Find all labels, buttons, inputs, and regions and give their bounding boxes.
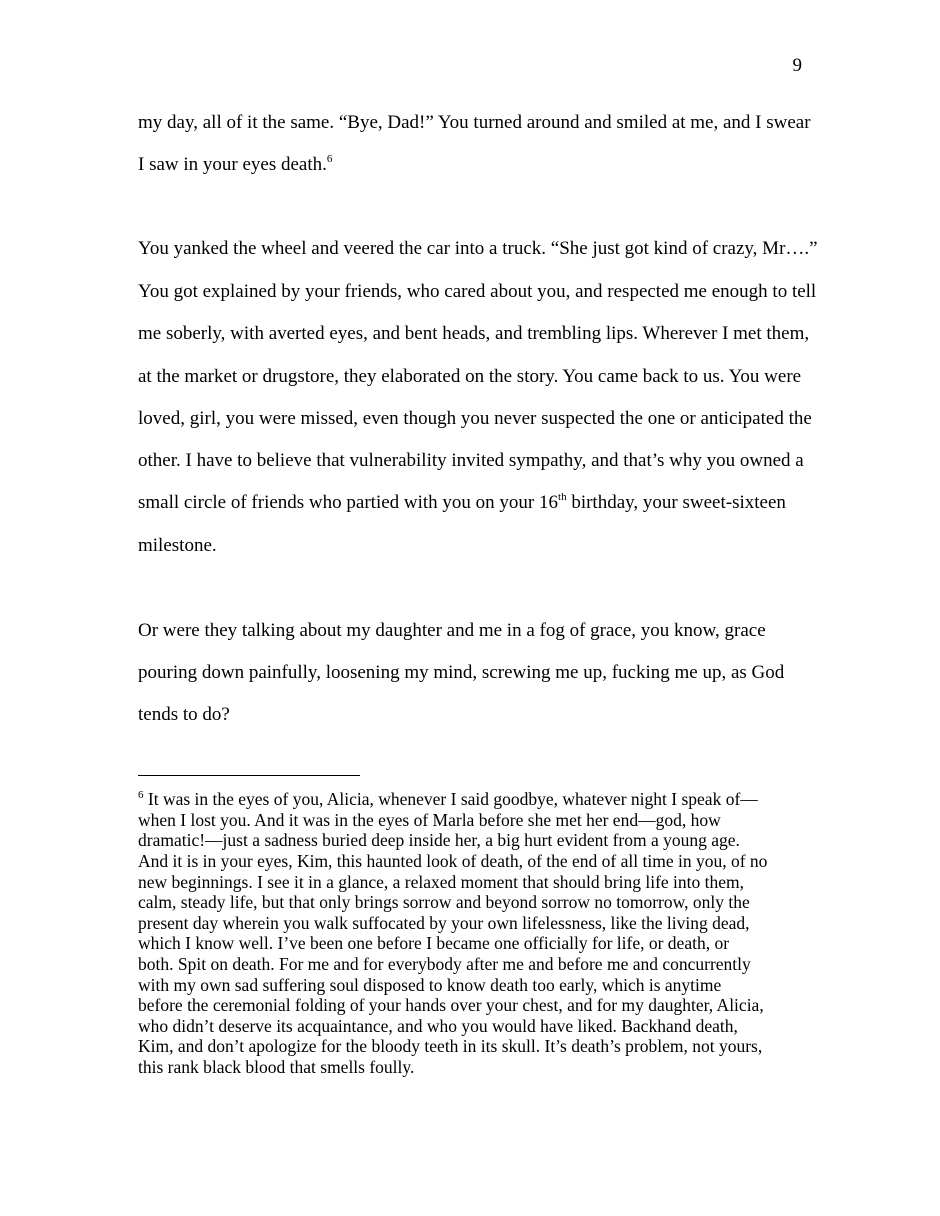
footnote-line: which I know well. I’ve been one before I became one officially for life, or death, or xyxy=(138,933,730,953)
footnote-line: Kim, and don’t apologize for the bloody teeth in its skull. It’s death’s problem, not yours, xyxy=(138,1036,763,1056)
footnote-line: with my own sad suffering soul disposed to know death too early, which is anytime xyxy=(138,975,722,995)
footnote-line: who didn’t deserve its acquaintance, and who you would have liked. Backhand death, xyxy=(138,1016,738,1036)
footnote-text: It was in the eyes of you, Alicia, whenever I said goodbye, whatever night I speak of— xyxy=(143,789,758,809)
footnote-line: both. Spit on death. For me and for everybody after me and before me and concurrently xyxy=(138,954,751,974)
body-text-line xyxy=(138,153,332,177)
footnote-separator xyxy=(138,775,360,776)
footnote-line xyxy=(138,789,758,809)
body-text-line: tends to do? xyxy=(138,704,230,725)
ordinal-suffix: th xyxy=(558,491,567,503)
body-text: I saw in your eyes death. xyxy=(138,154,327,175)
footnote-reference: 6 xyxy=(326,153,333,165)
page-number: 9 xyxy=(792,55,802,76)
footnote-line: dramatic!—just a sadness buried deep inside her, a big hurt evident from a young age. xyxy=(138,830,740,850)
body-text: birthday, your sweet-sixteen xyxy=(566,492,786,513)
footnote-line: calm, steady life, but that only brings sorrow and beyond sorrow no tomorrow, only the xyxy=(138,892,750,912)
body-text-line: loved, girl, you were missed, even though you never suspected the one or anticipated the xyxy=(138,408,812,429)
footnote-line: new beginnings. I see it in a glance, a relaxed moment that should bring life into them, xyxy=(138,872,745,892)
body-text-line: me soberly, with averted eyes, and bent heads, and trembling lips. Wherever I met them, xyxy=(138,323,810,344)
footnote-line: present day wherein you walk suffocated by your own lifelessness, like the living dead, xyxy=(138,913,750,933)
body-text-line: other. I have to believe that vulnerability invited sympathy, and that’s why you owned a xyxy=(138,450,804,471)
body-text-line: my day, all of it the same. “Bye, Dad!” You turned around and smiled at me, and I swear xyxy=(138,112,811,133)
footnote-line: when I lost you. And it was in the eyes of Marla before she met her end—god, how xyxy=(138,810,721,830)
body-text-line: You got explained by your friends, who cared about you, and respected me enough to tell xyxy=(138,281,817,302)
body-text: small circle of friends who partied with you on your 16 xyxy=(138,492,559,513)
body-text-line: at the market or drugstore, they elaborated on the story. You came back to us. You were xyxy=(138,366,802,387)
footnote-line: this rank black blood that smells foully. xyxy=(138,1057,415,1077)
body-text-line xyxy=(138,491,786,515)
body-text-line: You yanked the wheel and veered the car into a truck. “She just got kind of crazy, Mr….” xyxy=(138,238,818,259)
body-text-line: Or were they talking about my daughter and me in a fog of grace, you know, grace xyxy=(138,620,766,641)
body-text-line: milestone. xyxy=(138,535,217,556)
body-text-line: pouring down painfully, loosening my mind, screwing me up, fucking me up, as God xyxy=(138,662,785,683)
footnote-line: And it is in your eyes, Kim, this haunted look of death, of the end of all time in you, of no xyxy=(138,851,768,871)
footnote-line: before the ceremonial folding of your hands over your chest, and for my daughter, Alicia, xyxy=(138,995,764,1015)
footnote-marker: 6 xyxy=(138,789,144,801)
